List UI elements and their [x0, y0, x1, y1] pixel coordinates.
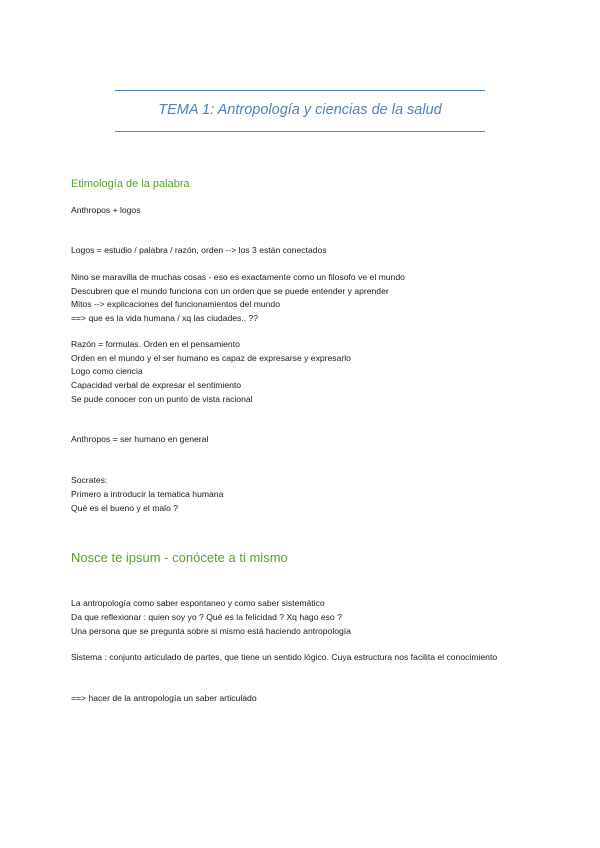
text-line: Nino se maravilla de muchas cosas - eso es exactamente como un filosofo ve el mundo [71, 272, 405, 282]
text-line: Una persona que se pregunta sobre si mismo está haciendo antropología [71, 626, 351, 636]
title-top-rule [115, 90, 485, 91]
text-line: Primero a introducir la tematica humana [71, 489, 224, 499]
text-line: ==> que es la vida humana / xq las ciudades.. ?? [71, 313, 259, 323]
page-title: TEMA 1: Antropología y ciencias de la salud [158, 102, 442, 118]
text-line: La antropología como saber espontaneo y como saber sistemático [71, 598, 325, 608]
text-line: Se pude conocer con un punto de vista racional [71, 394, 253, 404]
text-line: ==> hacer de la antropología un saber articulado [71, 693, 257, 703]
section-heading-nosce: Nosce te ipsum - conócete a ti mismo [71, 550, 288, 565]
section-heading-etimologia: Etimología de la palabra [71, 178, 190, 190]
text-line: Mitos --> explicaciones del funcionamientos del mundo [71, 299, 280, 309]
text-line: Descubren que el mundo funciona con un orden que se puede entender y aprender [71, 286, 389, 296]
text-line: Razón = formulas. Orden en el pensamiento [71, 339, 240, 349]
text-line: Logos = estudio / palabra / razón, orden --> los 3 están conectados [71, 245, 327, 255]
text-line: Da que reflexionar : quien soy yo ? Qué es la felicidad ? Xq hago eso ? [71, 612, 342, 622]
text-line: Capacidad verbal de expresar el sentimiento [71, 380, 242, 390]
text-line: Anthropos = ser humano en general [71, 434, 209, 444]
text-paragraph: Sistema : conjunto articulado de partes, que tiene un sentido lógico. Cuya estructura nos facilita el conocimiento [71, 652, 498, 662]
title-bottom-rule [115, 131, 485, 132]
text-line: Anthropos + logos [71, 205, 141, 215]
text-line: Logo como ciencia [71, 366, 143, 376]
text-line: Orden en el mundo y el ser humano es capaz de expresarse y expresarlo [71, 353, 351, 363]
text-line: Qué es el bueno y el malo ? [71, 503, 179, 513]
text-line: Socrates: [71, 475, 108, 485]
